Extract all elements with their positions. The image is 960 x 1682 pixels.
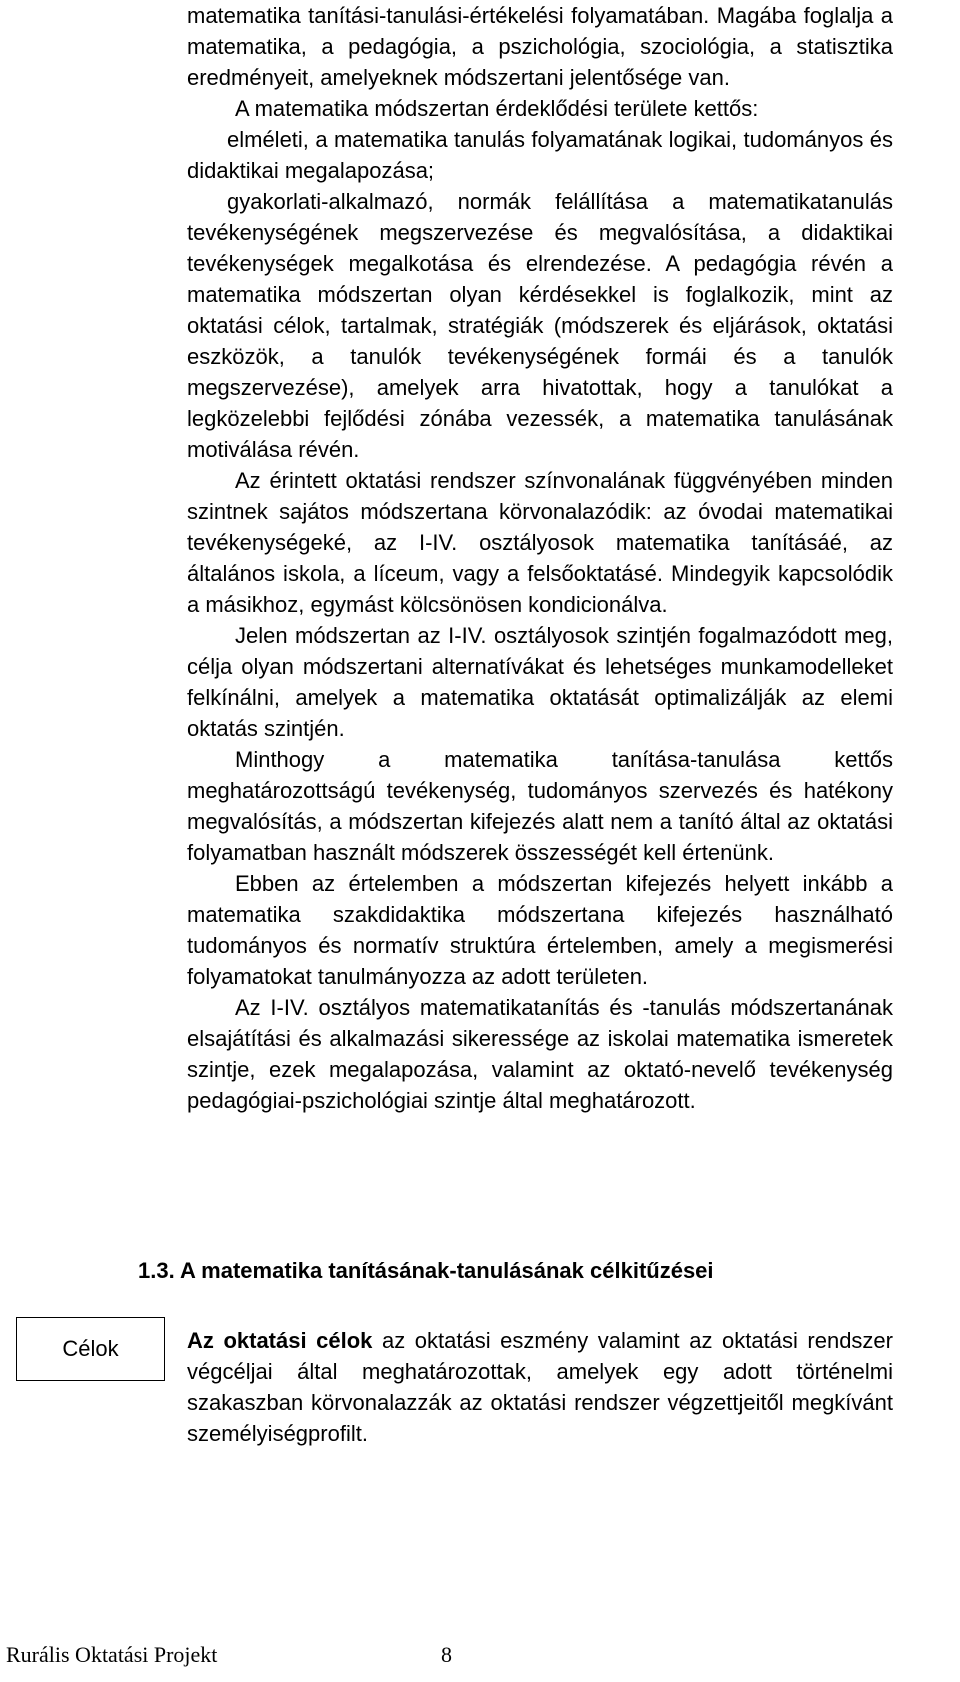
paragraph-success: Az I-IV. osztályos matematikatanítás és -tanulás módszertanának elsajátítási és alkalmazási sikeressége az iskolai matematika ismeretek szintje, ezek megalapozása, valamint az oktató-nevelő tevékenység pedagógiai-pszichológiai szintje által meghatározott. [187,995,893,1113]
paragraph-didactics: Ebben az értelemben a módszertan kifejezés helyett inkább a matematika szakdidaktika módszertana kifejezés használható tudományos és normatív struktúra értelemben, amely a megismerési folyamatokat tanulmányozza az adott területen. [187,871,893,989]
paragraph-intro-continued: matematika tanítási-tanulási-értékelési folyamatában. Magába foglalja a matematika, a pedagógia, a pszichológia, szociológia, a statisztika eredményeit, amelyeknek módszertani jelentősége van. [187,3,893,90]
goal-definition-text: az oktatási eszmény valamint az oktatási rendszer végcéljai által meghatározottak, amelyek egy adott történelmi szakaszban körvonalazzák az oktatási rendszer végzettjeitől megkívánt személyiségprofilt. [187,1328,893,1446]
paragraph-dual-nature: Minthogy a matematika tanítása-tanulása kettős meghatározottságú tevékenység, tudományos szervezés és hatékony megvalósítás, a módszertan kifejezés alatt nem a tanító által az oktatási folyamatban használt módszerek összességét kell értenünk. [187,747,893,865]
list-item-theoretical: elméleti, a matematika tanulás folyamatának logikai, tudományos és didaktikai megalapozása; [187,127,893,183]
footer-page-number: 8 [441,1642,452,1667]
goal-label: Célok [62,1336,119,1361]
paragraph-present-methodology: Jelen módszertan az I-IV. osztályosok szintjén fogalmazódott meg, célja olyan módszertani alternatívákat és lehetséges munkamodelleket felkínálni, amelyek a matematika oktatását optimalizálják az elemi oktatás szintjén. [187,623,893,741]
goal-definition [187,1325,893,1449]
goal-term: Az oktatási célok [187,1328,373,1353]
footer-project-name: Rurális Oktatási Projekt [6,1642,218,1667]
main-text [187,0,893,1116]
section-heading: 1.3. A matematika tanításának-tanulásának célkitűzései [138,1258,714,1283]
paragraph-interest-area: A matematika módszertan érdeklődési területe kettős: [235,96,759,121]
paragraph-levels: Az érintett oktatási rendszer színvonalának függvényében minden szintnek sajátos módszertana körvonalazódik: az óvodai matematikai tevékenységeké, az I-IV. osztályosok matematika tanításáé, az általános iskola, a líceum, vagy a felsőoktatásé. Mindegyik kapcsolódik a másikhoz, egymást kölcsönösen kondicionálva. [187,468,893,617]
list-item-practical: gyakorlati-alkalmazó, normák felállítása a matematikatanulás tevékenységének megszervezése és megvalósítása, a didaktikai tevékenységek megalkotása és elrendezése. A pedagógia révén a matematika módszertan olyan kérdésekkel is foglalkozik, mint az oktatási célok, tartalmak, stratégiák (módszerek és eljárások, oktatási eszközök, a tanulók tevékenységének formái és a tanulók megszervezése), amelyek arra hivatottak, hogy a tanulókat a legközelebbi fejlődési zónába vezessék, a matematika tanulásának motiválása révén. [187,189,893,462]
goal-label-box [16,1317,165,1381]
